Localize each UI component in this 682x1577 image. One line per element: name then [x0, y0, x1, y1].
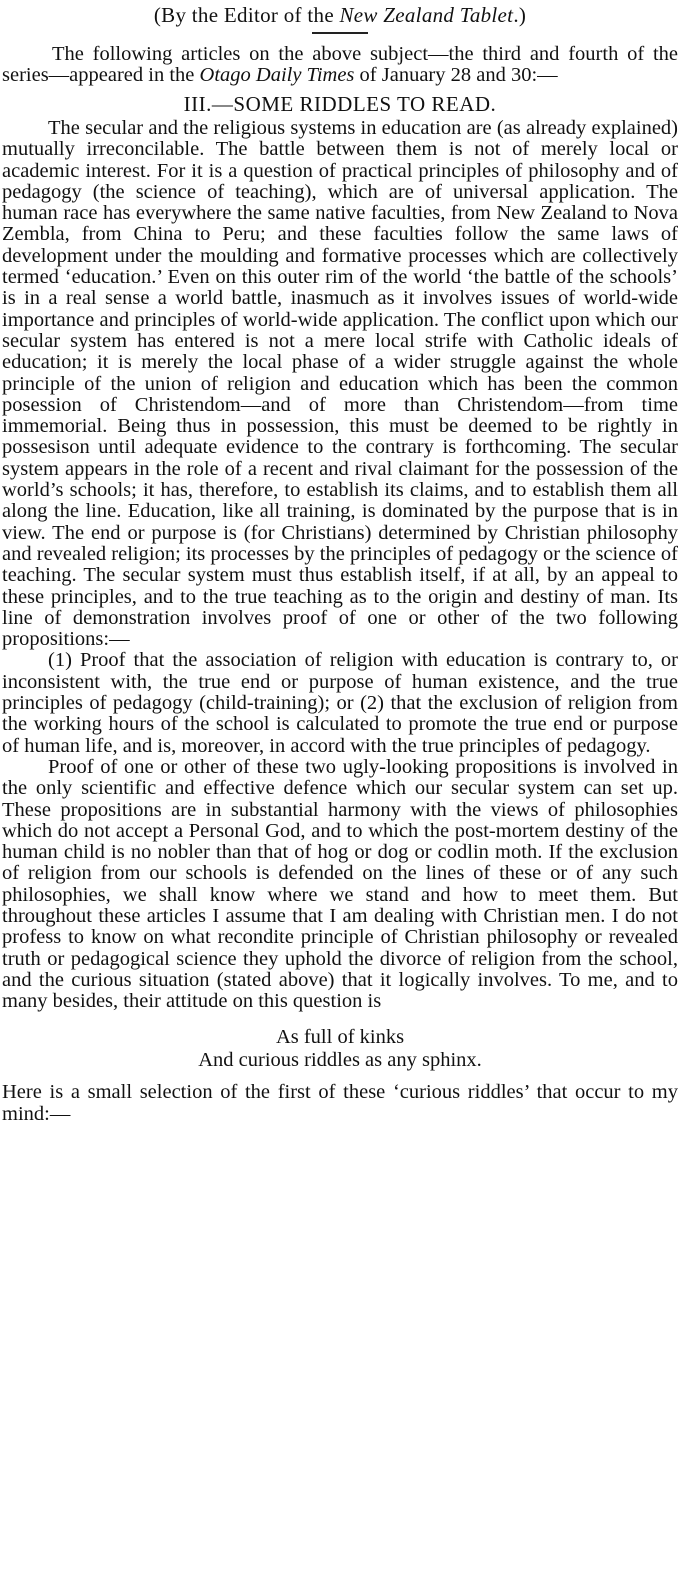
verse-line-2: And curious riddles as any sphinx.: [198, 1049, 482, 1072]
intro-newspaper: Otago Daily Times: [199, 64, 355, 86]
closing-paragraph: Here is a small selection of the first of these ‘curious riddles’ that occur to my mind:—: [2, 1081, 678, 1125]
body-paragraph-2: (1) Proof that the association of religion with education is contrary to, or inconsistent with, the true end or purpose of human existence, and the true principles of pedagogy (child-training); or (2) that the exclusion of religion from the working hours of the school is calculated to promote the true end or purpose of human life, and is, moreover, in accord with the true principles of pedagogy.: [2, 649, 678, 757]
verse-quote: [2, 1026, 678, 1072]
body-paragraph-1: The secular and the religious systems in education are (as already explained) mutually irreconcilable. The battle between them is not of merely local or academic interest. For it is a question of practical principles of philosophy and of pedagogy (the science of teaching), which are of universal application. The human race has everywhere the same native faculties, from New Zealand to Nova Zembla, from China to Peru; and these faculties follow the same laws of development under the moulding and formative processes which are collectively termed ‘education.’ Even on this outer rim of the world ‘the battle of the schools’ is in a real sense a world battle, inasmuch as it involves issues of world-wide importance and principles of world-wide application. The conflict upon which our secular system has entered is not a mere local strife with Catholic ideals of education; it is merely the local phase of a wider struggle against the whole principle of the union of religion and education which has been the common posession of Christendom—and of more than Christendom—from time immemorial. Being thus in possession, this must be deemed to be rightly in possesison until adequate evidence to the contrary is forthcoming. The secular system appears in the role of a recent and rival claimant for the possession of the world’s schools; it has, therefore, to establish its claims, and to establish them all along the line. Education, like all training, is dominated by the purpose that is in view. The end or purpose is (for Christians) determined by Christian philosophy and revealed religion; its processes by the principles of pedagogy or the science of teaching. The secular system must thus establish itself, if at all, by an appeal to these principles, and to the true teaching as to the origin and destiny of man. Its line of demonstration involves proof of one or other of the two following propositions:—: [2, 117, 678, 651]
body-paragraph-3: Proof of one or other of these two ugly-looking propositions is involved in the only scientific and effective defence which our secular system can set up. These propositions are in substantial harmony with the views of philosophies which do not accept a Personal God, and to which the post-mortem destiny of the human child is no nobler than that of hog or dog or codlin moth. If the exclusion of religion from our schools is defended on the lines of these or of any such philosophies, we shall know where we stand and how to meet them. But throughout these articles I assume that I am dealing with Christian men. I do not profess to know on what recondite principle of Christian philosophy or revealed truth or pedagogical science they uphold the divorce of religion from the school, and the curious situation (stated above) that it logically involves. To me, and to many besides, their attitude on this question is: [2, 755, 678, 1013]
section-heading: III.—SOME RIDDLES TO READ.: [183, 92, 497, 116]
intro-paragraph: [2, 44, 678, 86]
byline: [2, 2, 678, 28]
intro-text-after: of January 28 and 30:—: [354, 64, 558, 86]
byline-suffix: .): [513, 3, 527, 27]
verse-line-1: As full of kinks: [275, 1026, 405, 1049]
byline-publication: New Zealand Tablet: [339, 3, 514, 27]
article: [2, 0, 678, 1125]
byline-prefix: (By the Editor of the: [153, 3, 340, 27]
divider-rule: [312, 32, 368, 34]
intro-text-before: The following articles on the above subject—the third and fourth of the series—appeared in the: [2, 43, 678, 86]
